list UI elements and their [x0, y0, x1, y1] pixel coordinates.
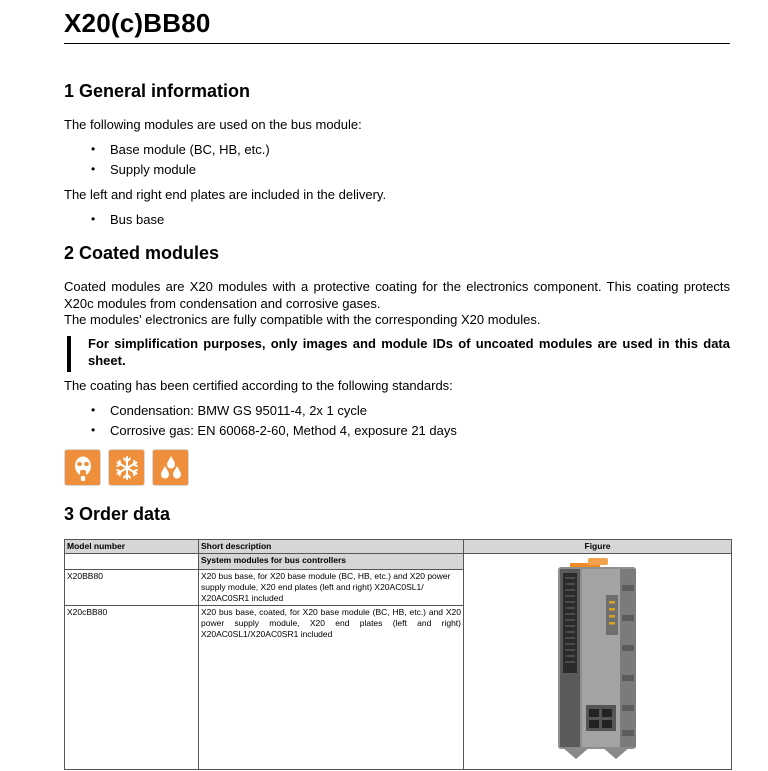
order-data-table [64, 539, 732, 770]
model-number-header: Model number [65, 540, 199, 554]
list-item: • Condensation: BMW GS 95011-4, 2x 1 cycle [64, 401, 457, 421]
group-label: System modules for bus controllers [199, 554, 464, 570]
coating-icons [64, 449, 189, 486]
note-marker [67, 336, 71, 372]
module-list [64, 140, 270, 179]
title-divider [64, 43, 730, 44]
snowflake-icon [108, 449, 145, 486]
bus-base-module-image [466, 555, 734, 765]
list-item: • Supply module [64, 160, 270, 180]
figure-cell [464, 554, 732, 770]
delivery-list [64, 210, 164, 230]
list-item: • Base module (BC, HB, etc.) [64, 140, 270, 160]
standards-intro: The coating has been certified according to the following standards: [64, 378, 453, 393]
model-number-cell: X20cBB80 [65, 606, 199, 770]
list-item: • Corrosive gas: EN 60068-2-60, Method 4, exposure 21 days [64, 421, 457, 441]
standards-list [64, 401, 457, 440]
water-drops-icon [152, 449, 189, 486]
list-item: • Bus base [64, 210, 164, 230]
section-2-heading: 2 Coated modules [64, 243, 220, 263]
compatibility-text: The modules' electronics are fully compatible with the corresponding X20 modules. [64, 312, 541, 327]
description-cell: X20 bus base, coated, for X20 base module (BC, HB, etc.) and X20 power supply module, X20 end plates (left and right) X20AC0SL1/X20AC0SR1 included [199, 606, 464, 770]
section-3-heading: 3 Order data [64, 504, 171, 524]
table-header-row [65, 540, 732, 554]
short-description-header: Short description [199, 540, 464, 554]
model-number-cell: X20BB80 [65, 570, 199, 606]
document-title: X20(c)BB80 [64, 8, 211, 38]
figure-header: Figure [464, 540, 732, 554]
gas-mask-icon [64, 449, 101, 486]
coated-description: Coated modules are X20 modules with a protective coating for the electronics component. This coating protects X20c modules from condensation and corrosive gases. [64, 279, 730, 311]
table-row [65, 554, 732, 570]
simplification-note: For simplification purposes, only images and module IDs of uncoated modules are used in this data sheet. [88, 336, 730, 368]
section-1-heading: 1 General information [64, 81, 251, 101]
general-intro-text: The following modules are used on the bus module: [64, 117, 362, 132]
description-cell: X20 bus base, for X20 base module (BC, HB, etc.) and X20 power supply module, X20 end plates (left and right) X20AC0SL1/ X20AC0SR1 included [199, 570, 464, 606]
empty-cell [65, 554, 199, 570]
delivery-text: The left and right end plates are included in the delivery. [64, 187, 387, 202]
